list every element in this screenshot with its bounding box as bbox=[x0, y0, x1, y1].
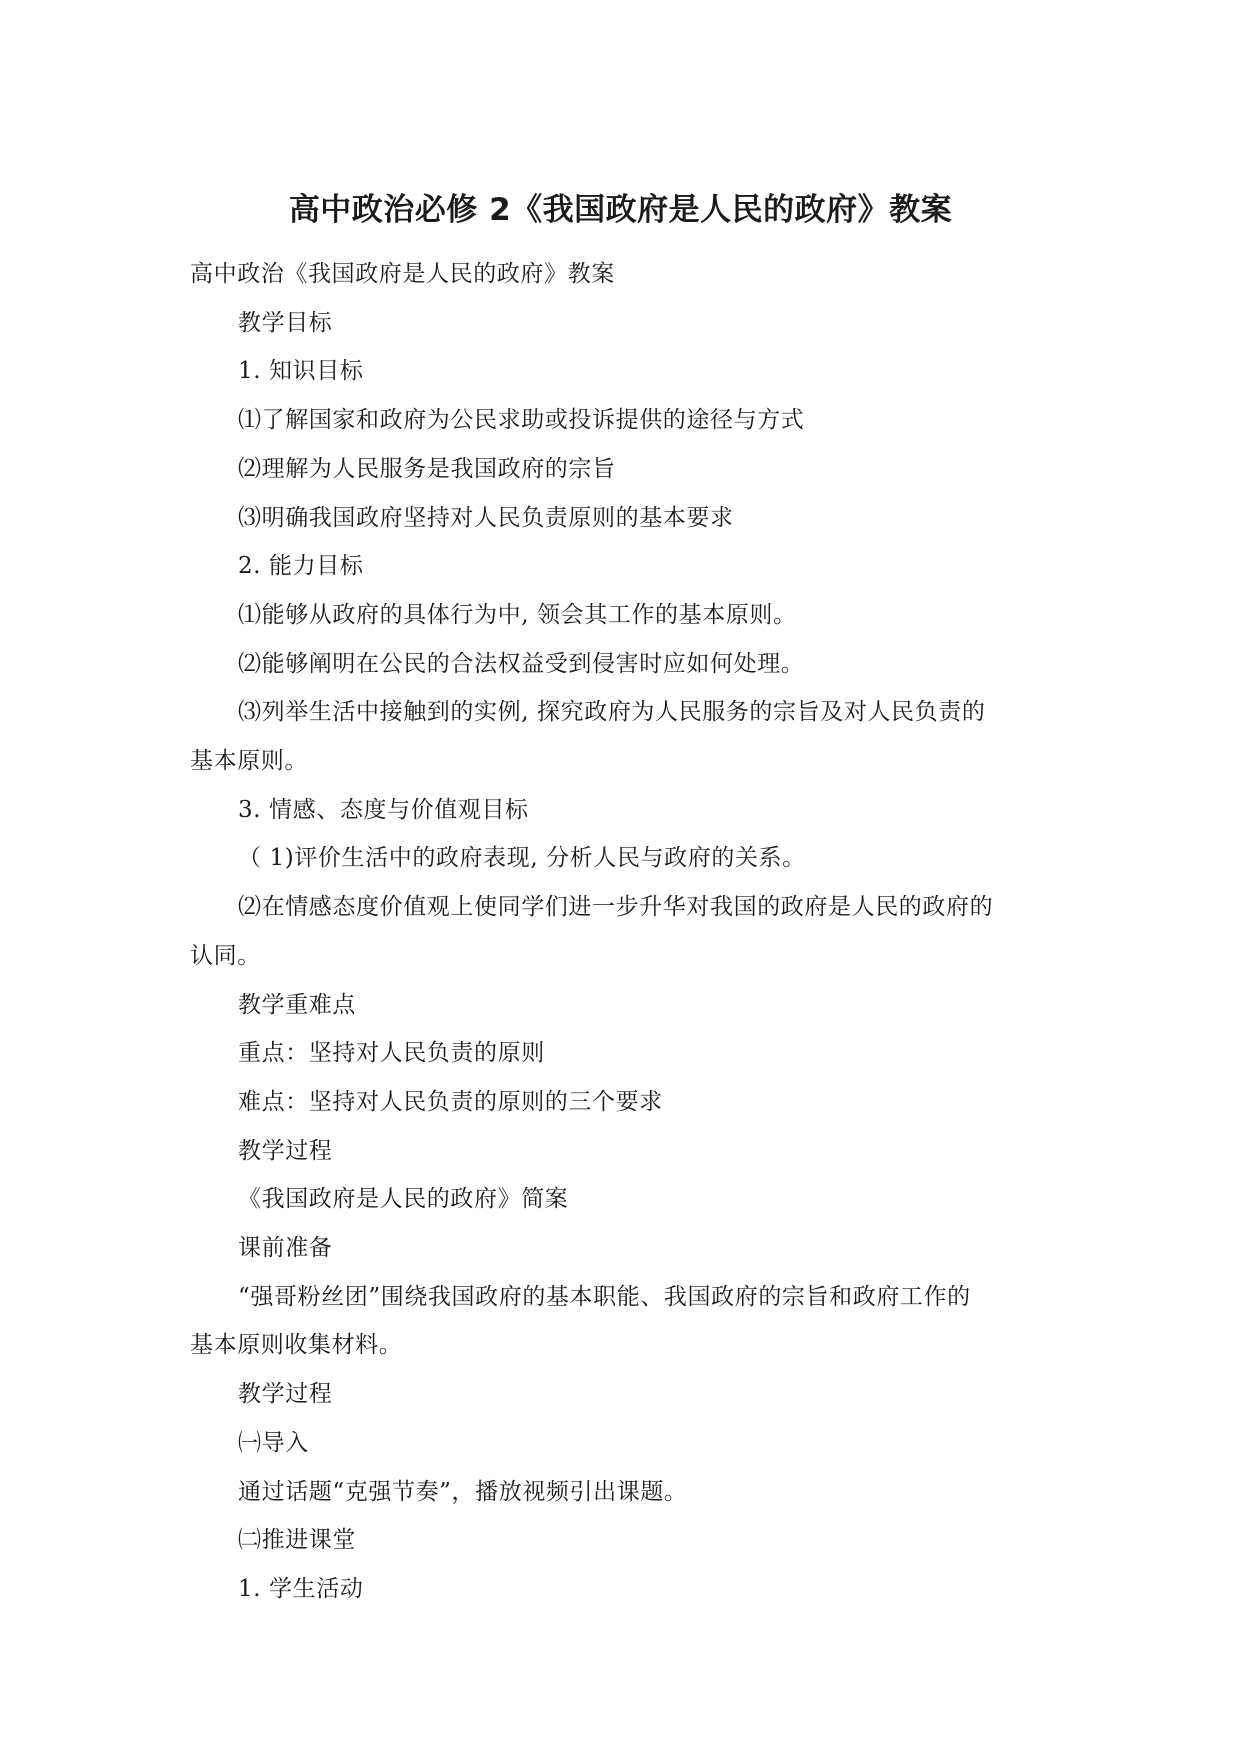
paragraph-line: ⑶列举生活中接触到的实例, 探究政府为人民服务的宗旨及对人民负责的 bbox=[238, 699, 986, 726]
paragraph-line: 基本原则收集材料。 bbox=[190, 1332, 403, 1359]
paragraph-line: ㈠导入 bbox=[238, 1429, 309, 1456]
paragraph-line: 2. 能力目标 bbox=[238, 553, 364, 580]
paragraph-line: ⑵能够阐明在公民的合法权益受到侵害时应如何处理。 bbox=[238, 650, 805, 677]
paragraph-line: 课前准备 bbox=[238, 1235, 333, 1262]
paragraph-line: 高中政治《我国政府是人民的政府》教案 bbox=[190, 261, 615, 287]
paragraph-line: 难点：坚持对人民负责的原则的三个要求 bbox=[238, 1088, 663, 1115]
paragraph-line: 认同。 bbox=[190, 942, 261, 969]
paragraph-line: ⑶明确我国政府坚持对人民负责原则的基本要求 bbox=[238, 504, 734, 531]
paragraph-line: 通过话题“克强节奏”，播放视频引出课题。 bbox=[238, 1478, 688, 1505]
paragraph-line: 基本原则。 bbox=[190, 748, 308, 775]
paragraph-line: ⑵理解为人民服务是我国政府的宗旨 bbox=[238, 455, 616, 482]
paragraph-line: 教学过程 bbox=[238, 1381, 333, 1408]
paragraph-line: 1. 学生活动 bbox=[238, 1575, 364, 1602]
document-body bbox=[190, 250, 1056, 1614]
paragraph-line: 《我国政府是人民的政府》简案 bbox=[238, 1186, 569, 1213]
paragraph-line: 教学过程 bbox=[238, 1137, 333, 1164]
paragraph-line: ㈡推进课堂 bbox=[238, 1527, 356, 1554]
paragraph-line: 1. 知识目标 bbox=[238, 358, 364, 385]
paragraph-line: ⑴了解国家和政府为公民求助或投诉提供的途径与方式 bbox=[238, 407, 805, 434]
paragraph-line: “强哥粉丝团”围绕我国政府的基本职能、我国政府的宗旨和政府工作的 bbox=[238, 1283, 971, 1310]
paragraph-line: （ 1)评价生活中的政府表现, 分析人民与政府的关系。 bbox=[238, 845, 806, 872]
paragraph-line: 教学目标 bbox=[238, 309, 333, 336]
paragraph-line: 教学重难点 bbox=[238, 991, 356, 1018]
paragraph-line: 3. 情感、态度与价值观目标 bbox=[238, 796, 529, 823]
document-title: 高中政治必修 2《我国政府是人民的政府》教案 bbox=[288, 192, 953, 228]
paragraph-line: ⑴能够从政府的具体行为中, 领会其工作的基本原则。 bbox=[238, 601, 797, 628]
paragraph-line: 重点：坚持对人民负责的原则 bbox=[238, 1040, 545, 1067]
paragraph-line: ⑵在情感态度价值观上使同学们进一步升华对我国的政府是人民的政府的 bbox=[238, 894, 994, 921]
